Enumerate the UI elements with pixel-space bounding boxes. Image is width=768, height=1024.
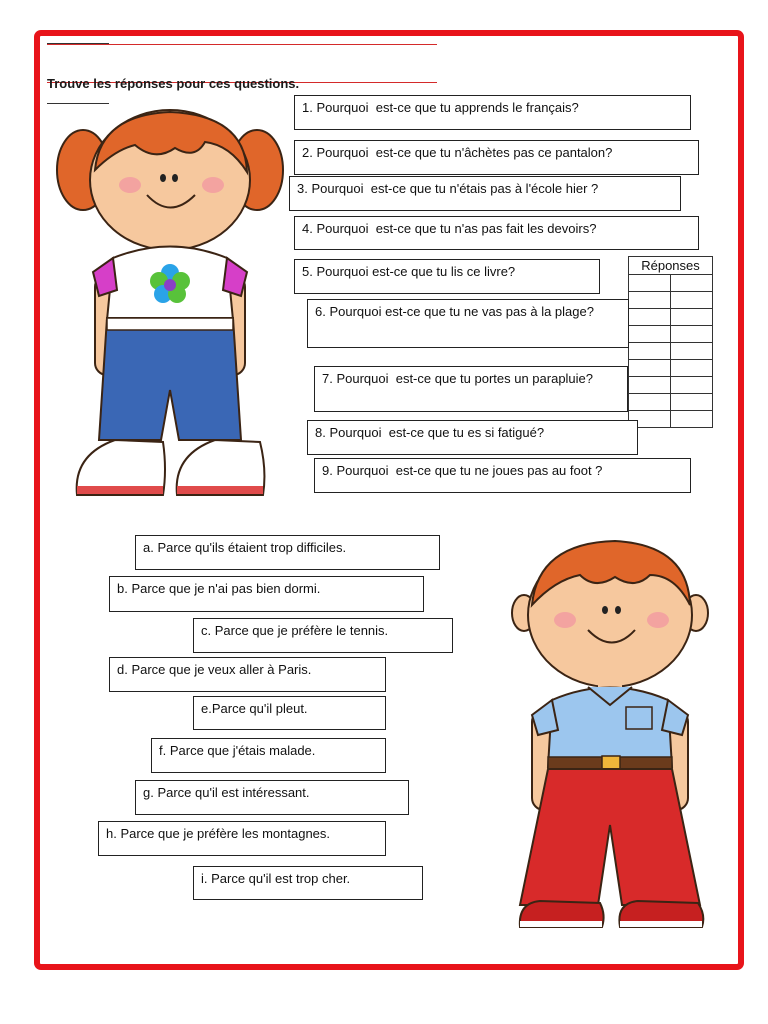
question-5: 5. Pourquoi est-ce que tu lis ce livre? <box>294 259 600 294</box>
question-6: 6. Pourquoi est-ce que tu ne vas pas à la plage? <box>307 299 629 348</box>
header-rule-short <box>47 43 109 44</box>
answer-cell[interactable] <box>629 275 671 292</box>
answer-cell[interactable] <box>671 292 713 309</box>
answer-cell[interactable] <box>671 360 713 377</box>
question-1: 1. Pourquoi est-ce que tu apprends le français? <box>294 95 691 130</box>
answers-table <box>628 256 713 428</box>
boy-illustration <box>510 535 710 935</box>
answer-f: f. Parce que j'étais malade. <box>151 738 386 773</box>
answer-cell[interactable] <box>671 377 713 394</box>
answer-cell[interactable] <box>671 411 713 428</box>
answer-cell[interactable] <box>671 343 713 360</box>
answer-cell[interactable] <box>629 343 671 360</box>
answer-cell[interactable] <box>629 309 671 326</box>
answer-g: g. Parce qu'il est intéressant. <box>135 780 409 815</box>
answer-cell[interactable] <box>671 275 713 292</box>
answer-cell[interactable] <box>629 326 671 343</box>
answers-table-header: Réponses <box>629 257 713 275</box>
answer-a: a. Parce qu'ils étaient trop difficiles. <box>135 535 440 570</box>
answer-cell[interactable] <box>629 292 671 309</box>
question-4: 4. Pourquoi est-ce que tu n'as pas fait les devoirs? <box>294 216 699 250</box>
answer-d: d. Parce que je veux aller à Paris. <box>109 657 386 692</box>
girl-illustration <box>55 100 285 500</box>
answer-c: c. Parce que je préfère le tennis. <box>193 618 453 653</box>
question-8: 8. Pourquoi est-ce que tu es si fatigué? <box>307 420 638 455</box>
question-9: 9. Pourquoi est-ce que tu ne joues pas au foot ? <box>314 458 691 493</box>
answer-b: b. Parce que je n'ai pas bien dormi. <box>109 576 424 612</box>
answer-i: i. Parce qu'il est trop cher. <box>193 866 423 900</box>
answer-cell[interactable] <box>671 309 713 326</box>
answer-e: e.Parce qu'il pleut. <box>193 696 386 730</box>
answer-cell[interactable] <box>629 377 671 394</box>
answer-cell[interactable] <box>629 394 671 411</box>
question-7: 7. Pourquoi est-ce que tu portes un parapluie? <box>314 366 628 412</box>
answer-h: h. Parce que je préfère les montagnes. <box>98 821 386 856</box>
answer-cell[interactable] <box>671 326 713 343</box>
header-rule <box>47 44 437 45</box>
page-title: Trouve les réponses pour ces questions. <box>47 76 300 91</box>
answer-cell[interactable] <box>629 360 671 377</box>
question-2: 2. Pourquoi est-ce que tu n'âchètes pas ce pantalon? <box>294 140 699 175</box>
answer-cell[interactable] <box>671 394 713 411</box>
question-3: 3. Pourquoi est-ce que tu n'étais pas à l'école hier ? <box>289 176 681 211</box>
